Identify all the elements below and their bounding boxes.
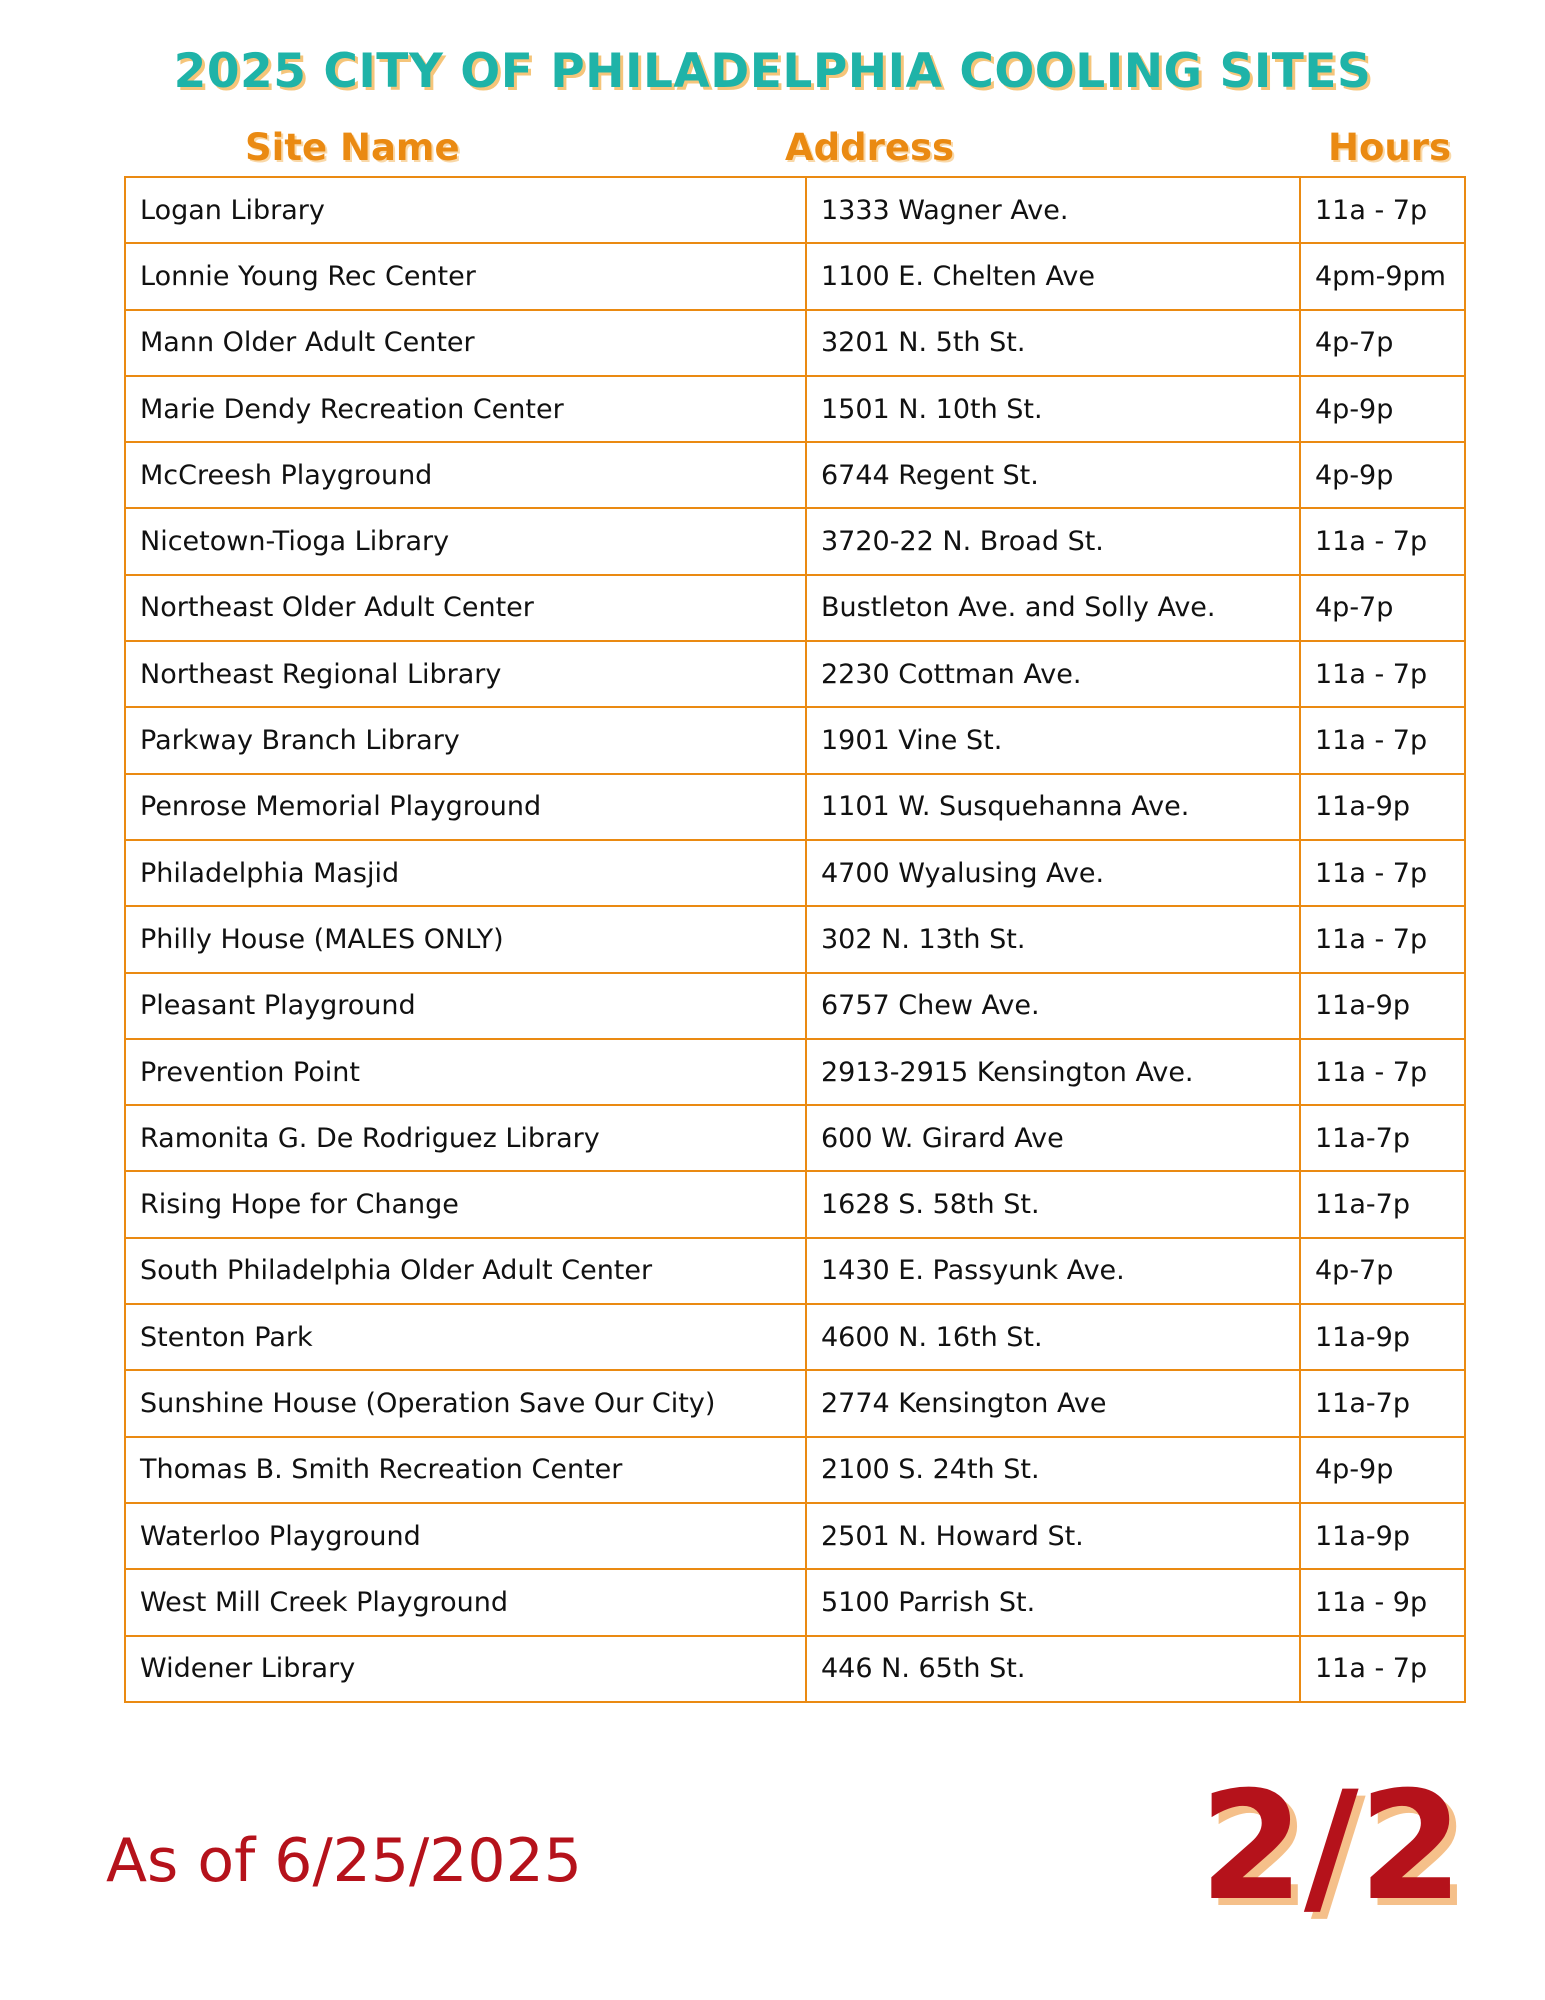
- address-cell: 446 N. 65th St.: [806, 1636, 1300, 1702]
- address-cell: 302 N. 13th St.: [806, 906, 1300, 972]
- site-name-cell: Waterloo Playground: [125, 1503, 806, 1569]
- hours-cell: 4p-9p: [1300, 376, 1465, 442]
- address-cell: 1501 N. 10th St.: [806, 376, 1300, 442]
- hours-cell: 4p-9p: [1300, 1437, 1465, 1503]
- table-row: [125, 1370, 1465, 1436]
- address-cell: 1430 E. Passyunk Ave.: [806, 1238, 1300, 1304]
- table-row: [125, 442, 1465, 508]
- table-row: [125, 707, 1465, 773]
- site-name-cell: Stenton Park: [125, 1304, 806, 1370]
- hours-cell: 11a - 7p: [1300, 508, 1465, 574]
- address-cell: 1628 S. 58th St.: [806, 1171, 1300, 1237]
- column-header-site-name: Site Name: [245, 126, 460, 169]
- hours-cell: 11a - 7p: [1300, 1039, 1465, 1105]
- column-header-address: Address: [785, 126, 954, 169]
- site-name-cell: Lonnie Young Rec Center: [125, 243, 806, 309]
- table-row: [125, 575, 1465, 641]
- hours-cell: 11a-7p: [1300, 1105, 1465, 1171]
- site-name-cell: Philly House (MALES ONLY): [125, 906, 806, 972]
- page-number: 2/2: [1199, 1760, 1463, 1934]
- table-row: [125, 840, 1465, 906]
- table-row: [125, 641, 1465, 707]
- table-row: [125, 1569, 1465, 1635]
- table-row: [125, 243, 1465, 309]
- address-cell: 2501 N. Howard St.: [806, 1503, 1300, 1569]
- site-name-cell: West Mill Creek Playground: [125, 1569, 806, 1635]
- address-cell: 600 W. Girard Ave: [806, 1105, 1300, 1171]
- hours-cell: 11a-9p: [1300, 1304, 1465, 1370]
- site-name-cell: McCreesh Playground: [125, 442, 806, 508]
- hours-cell: 11a-9p: [1300, 1503, 1465, 1569]
- address-cell: Bustleton Ave. and Solly Ave.: [806, 575, 1300, 641]
- cooling-sites-table: [124, 176, 1466, 1703]
- site-name-cell: Penrose Memorial Playground: [125, 774, 806, 840]
- address-cell: 6744 Regent St.: [806, 442, 1300, 508]
- hours-cell: 11a - 7p: [1300, 1636, 1465, 1702]
- table-row: [125, 310, 1465, 376]
- hours-cell: 11a-7p: [1300, 1171, 1465, 1237]
- site-name-cell: Philadelphia Masjid: [125, 840, 806, 906]
- table-row: [125, 906, 1465, 972]
- site-name-cell: Mann Older Adult Center: [125, 310, 806, 376]
- address-cell: 1901 Vine St.: [806, 707, 1300, 773]
- address-cell: 2230 Cottman Ave.: [806, 641, 1300, 707]
- hours-cell: 11a - 7p: [1300, 707, 1465, 773]
- hours-cell: 11a - 7p: [1300, 641, 1465, 707]
- table-row: [125, 1171, 1465, 1237]
- address-cell: 3720-22 N. Broad St.: [806, 508, 1300, 574]
- address-cell: 6757 Chew Ave.: [806, 973, 1300, 1039]
- site-name-cell: Marie Dendy Recreation Center: [125, 376, 806, 442]
- table-row: [125, 1636, 1465, 1702]
- table-row: [125, 376, 1465, 442]
- site-name-cell: Nicetown-Tioga Library: [125, 508, 806, 574]
- address-cell: 2100 S. 24th St.: [806, 1437, 1300, 1503]
- address-cell: 2774 Kensington Ave: [806, 1370, 1300, 1436]
- table-row: [125, 973, 1465, 1039]
- hours-cell: 11a - 7p: [1300, 840, 1465, 906]
- address-cell: 1100 E. Chelten Ave: [806, 243, 1300, 309]
- table-row: [125, 774, 1465, 840]
- site-name-cell: Northeast Older Adult Center: [125, 575, 806, 641]
- site-name-cell: Pleasant Playground: [125, 973, 806, 1039]
- hours-cell: 4p-7p: [1300, 575, 1465, 641]
- cooling-sites-table-body: [125, 177, 1465, 1702]
- table-row: [125, 1503, 1465, 1569]
- column-header-hours: Hours: [1328, 126, 1451, 169]
- hours-cell: 11a-7p: [1300, 1370, 1465, 1436]
- page-title: 2025 CITY OF PHILADELPHIA COOLING SITES: [173, 44, 1372, 99]
- site-name-cell: Thomas B. Smith Recreation Center: [125, 1437, 806, 1503]
- site-name-cell: Sunshine House (Operation Save Our City): [125, 1370, 806, 1436]
- table-row: [125, 508, 1465, 574]
- site-name-cell: Logan Library: [125, 177, 806, 243]
- site-name-cell: Northeast Regional Library: [125, 641, 806, 707]
- table-row: [125, 1039, 1465, 1105]
- site-name-cell: Rising Hope for Change: [125, 1171, 806, 1237]
- address-cell: 4600 N. 16th St.: [806, 1304, 1300, 1370]
- hours-cell: 4pm-9pm: [1300, 243, 1465, 309]
- site-name-cell: Ramonita G. De Rodriguez Library: [125, 1105, 806, 1171]
- table-row: [125, 177, 1465, 243]
- hours-cell: 4p-7p: [1300, 310, 1465, 376]
- table-row: [125, 1437, 1465, 1503]
- table-row: [125, 1238, 1465, 1304]
- address-cell: 1101 W. Susquehanna Ave.: [806, 774, 1300, 840]
- hours-cell: 11a - 9p: [1300, 1569, 1465, 1635]
- as-of-date: As of 6/25/2025: [106, 1826, 582, 1896]
- hours-cell: 11a - 7p: [1300, 177, 1465, 243]
- site-name-cell: Prevention Point: [125, 1039, 806, 1105]
- site-name-cell: Widener Library: [125, 1636, 806, 1702]
- address-cell: 3201 N. 5th St.: [806, 310, 1300, 376]
- address-cell: 1333 Wagner Ave.: [806, 177, 1300, 243]
- address-cell: 4700 Wyalusing Ave.: [806, 840, 1300, 906]
- hours-cell: 4p-7p: [1300, 1238, 1465, 1304]
- address-cell: 2913-2915 Kensington Ave.: [806, 1039, 1300, 1105]
- table-row: [125, 1304, 1465, 1370]
- hours-cell: 11a-9p: [1300, 774, 1465, 840]
- address-cell: 5100 Parrish St.: [806, 1569, 1300, 1635]
- site-name-cell: Parkway Branch Library: [125, 707, 806, 773]
- hours-cell: 11a-9p: [1300, 973, 1465, 1039]
- site-name-cell: South Philadelphia Older Adult Center: [125, 1238, 806, 1304]
- hours-cell: 11a - 7p: [1300, 906, 1465, 972]
- table-row: [125, 1105, 1465, 1171]
- hours-cell: 4p-9p: [1300, 442, 1465, 508]
